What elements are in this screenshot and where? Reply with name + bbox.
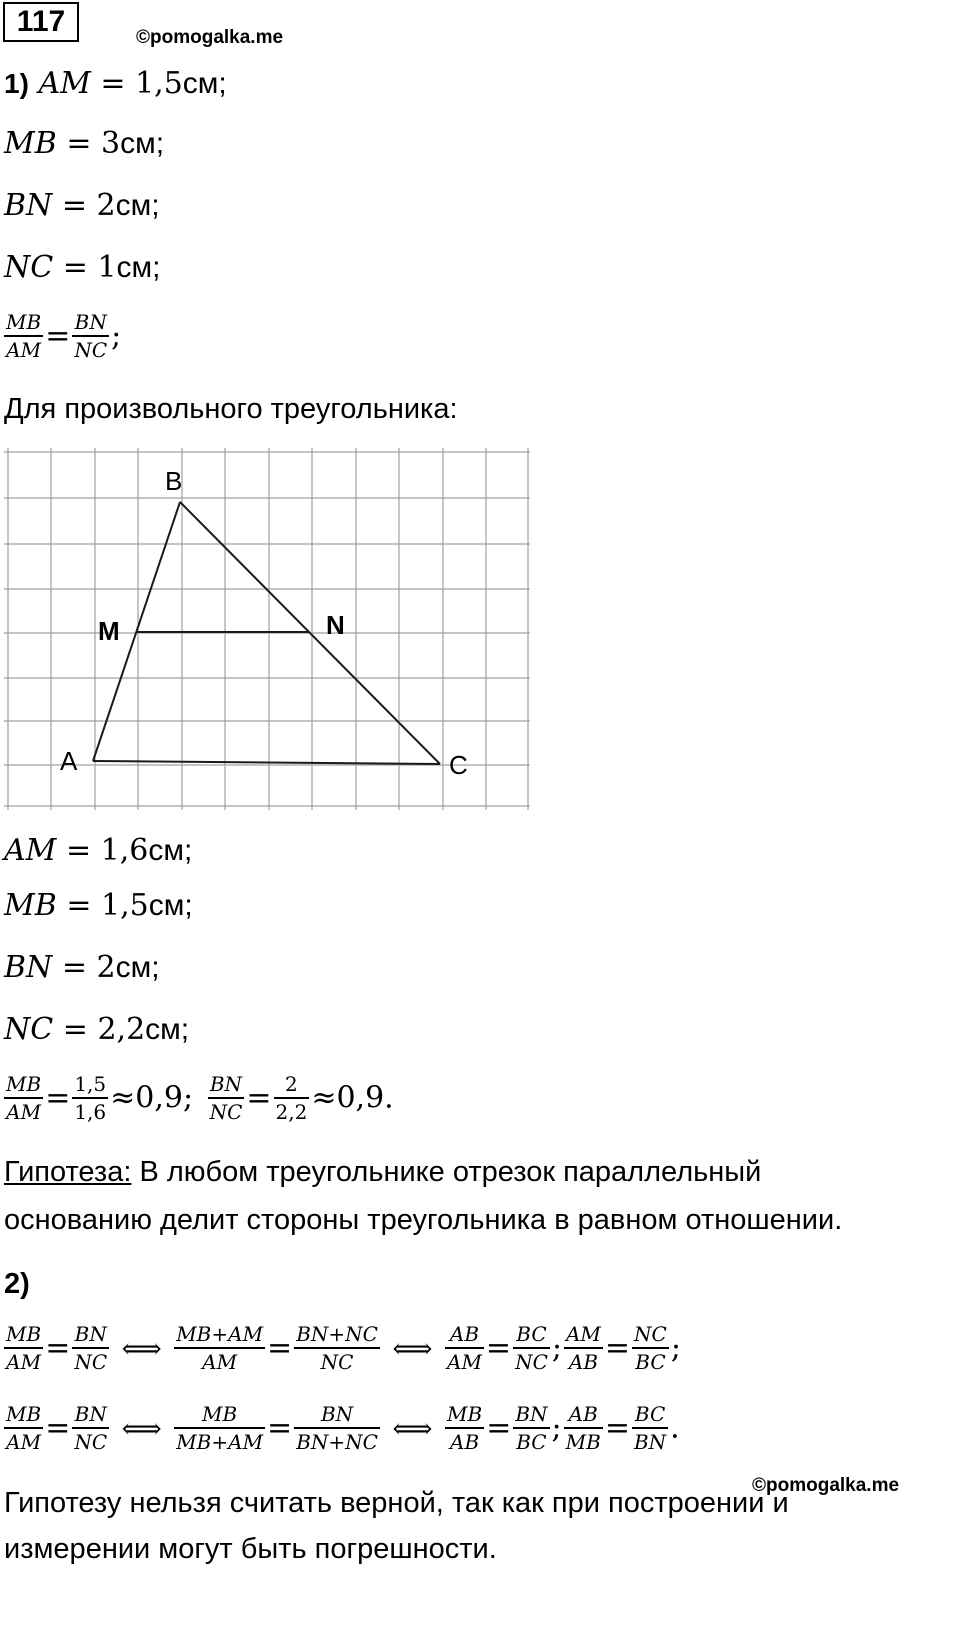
conclusion-line1: Гипотезу нельзя считать верной, так как при построении и xyxy=(4,1487,789,1519)
line-mb: MB = 3см; xyxy=(4,126,165,161)
line-am: 1) AM = 1,5см; xyxy=(4,66,227,101)
line-mb-2: MB = 1,5см; xyxy=(4,888,193,923)
conclusion-line2: измерении могут быть погрешности. xyxy=(4,1533,497,1565)
hypothesis-label: Гипотеза: xyxy=(4,1156,132,1188)
label-a: A xyxy=(60,746,78,776)
line-am-2: AM = 1,6см; xyxy=(4,833,193,868)
line-nc-2: NC = 2,2см; xyxy=(4,1012,190,1047)
hypothesis-line1: Гипотеза: В любом треугольнике отрезок параллельный xyxy=(4,1156,762,1188)
part2-label: 2) xyxy=(4,1268,30,1300)
hypothesis-line2: основанию делит стороны треугольника в равном отношении. xyxy=(4,1204,843,1236)
line-bn-2: BN = 2см; xyxy=(4,950,160,985)
label-b: B xyxy=(165,466,183,496)
watermark-top: ©pomogalka.me xyxy=(136,27,284,48)
label-c: C xyxy=(449,750,468,780)
problem-number: 117 xyxy=(3,2,79,42)
calc-line: $\frac{MB}{AM}$ = $\frac{1,5}{1,6}$ ≈0,9; $\frac{BN}{NC}$ = $\frac{2}{2,2}$ ≈0,9. xyxy=(6,1072,394,1124)
triangle-diagram xyxy=(4,448,530,810)
line-nc: NC = 1см; xyxy=(4,250,161,285)
watermark-bottom: ©pomogalka.me xyxy=(752,1475,900,1496)
label-n: N xyxy=(326,610,345,640)
line-bn: BN = 2см; xyxy=(4,188,160,223)
equiv-row-1: $\frac{MB}{AM}$ = $\frac{BN}{NC}$ ⟺ $\frac{MB+AM}{AM}$ = $\frac{BN+NC}{NC}$ ⟺ $\frac{AB}{AM}$ = $\frac{BC}{NC}$ ; $\frac{AM}{AB}$ = $\frac{NC}{BC}$ ; xyxy=(6,1322,681,1374)
equiv-row-2: $\frac{MB}{AM}$ = $\frac{BN}{NC}$ ⟺ $\frac{MB}{MB+AM}$ = $\frac{BN}{BN+NC}$ ⟺ $\frac{MB}{AB}$ = $\frac{BN}{BC}$ ; $\frac{AB}{MB}$ = $\frac{BC}{BN}$ . xyxy=(6,1402,680,1454)
arbitrary-triangle-text: Для произвольного треугольника: xyxy=(4,393,458,425)
side-ac xyxy=(93,761,440,764)
label-m: M xyxy=(98,616,120,646)
ratio-line: $\frac{MB}{AM}$ = $\frac{BN}{NC}$ ; xyxy=(6,310,122,362)
part1-label: 1) xyxy=(4,68,29,99)
